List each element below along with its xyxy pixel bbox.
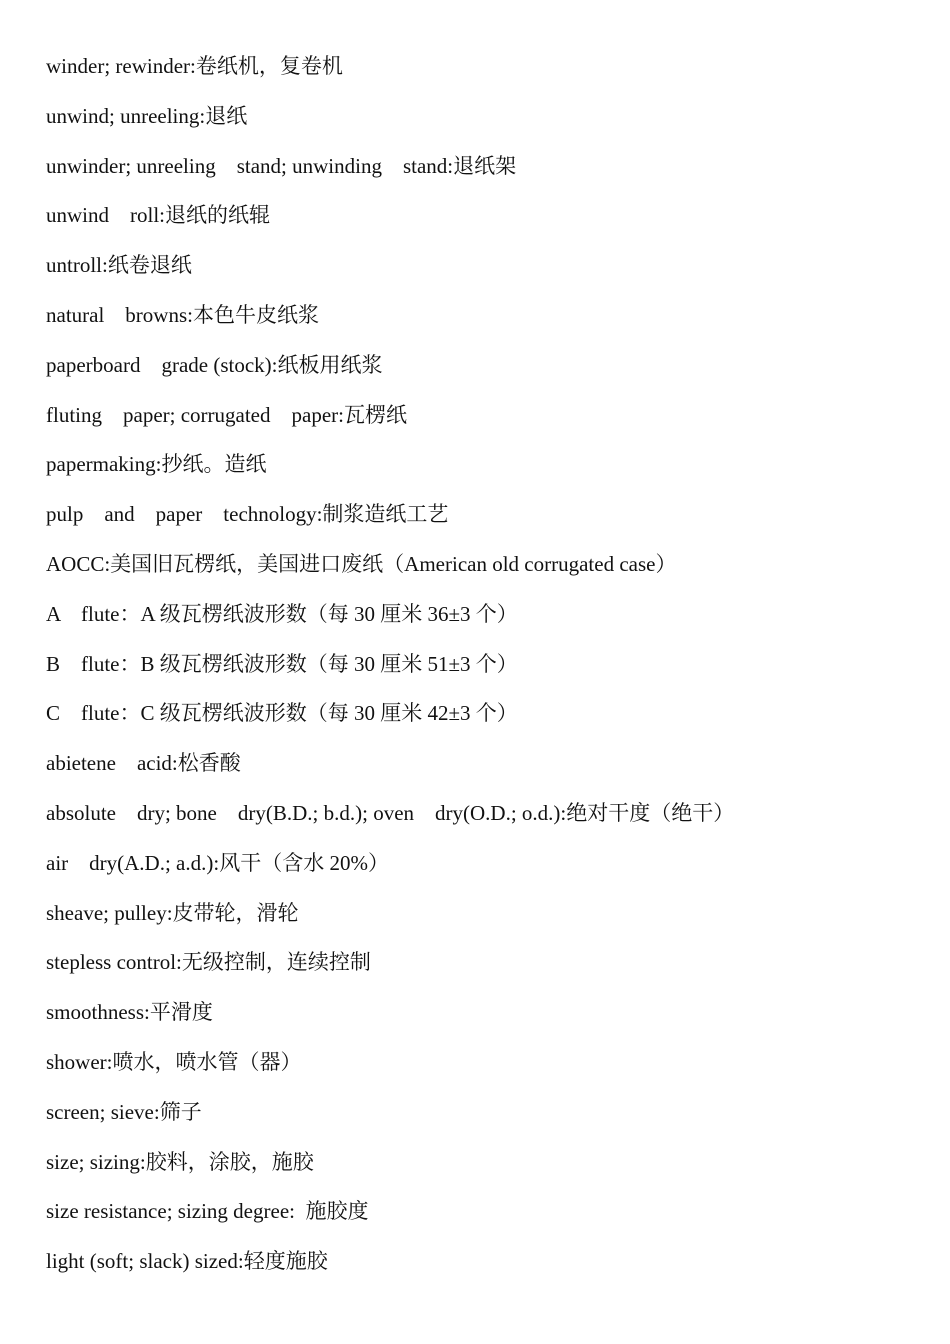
glossary-entry: absolute dry; bone dry(B.D.; b.d.); oven dry(O.D.; o.d.):绝对干度（绝干） [46,800,735,825]
glossary-entry: untroll:纸卷退纸 [46,253,192,278]
glossary-entry: stepless control:无级控制，连续控制 [46,950,371,975]
glossary-entry: abietene acid:松香酸 [46,751,241,776]
glossary-list [46,52,926,1297]
glossary-entry: fluting paper; corrugated paper:瓦楞纸 [46,402,407,427]
glossary-entry: papermaking:抄纸。造纸 [46,452,267,477]
glossary-entry: unwind; unreeling:退纸 [46,103,248,128]
glossary-entry: unwind roll:退纸的纸辊 [46,203,270,228]
glossary-entry: C flute：C 级瓦楞纸波形数（每 30 厘米 42±3 个） [46,701,518,726]
glossary-entry: light (soft; slack) sized:轻度施胶 [46,1249,328,1274]
glossary-entry: B flute：B 级瓦楞纸波形数（每 30 厘米 51±3 个） [46,651,518,676]
glossary-entry: unwinder; unreeling stand; unwinding stand:退纸架 [46,153,517,178]
glossary-entry: winder; rewinder:卷纸机，复卷机 [46,54,343,78]
glossary-entry: shower:喷水，喷水管（器） [46,1049,302,1074]
glossary-entry: sheave; pulley:皮带轮，滑轮 [46,900,299,925]
glossary-entry: paperboard grade (stock):纸板用纸浆 [46,352,383,377]
glossary-entry: smoothness:平滑度 [46,1000,213,1025]
glossary-entry: natural browns:本色牛皮纸浆 [46,302,319,327]
glossary-entry: air dry(A.D.; a.d.):风干（含水 20%） [46,850,389,875]
glossary-entry: AOCC:美国旧瓦楞纸，美国进口废纸（American old corrugated case） [46,551,677,576]
glossary-entry: size; sizing:胶料，涂胶，施胶 [46,1149,314,1174]
glossary-entry: pulp and paper technology:制浆造纸工艺 [46,502,449,527]
glossary-entry: screen; sieve:筛子 [46,1099,202,1124]
glossary-entry: A flute：A 级瓦楞纸波形数（每 30 厘米 36±3 个） [46,601,518,626]
glossary-entry: size resistance; sizing degree: 施胶度 [46,1199,369,1224]
